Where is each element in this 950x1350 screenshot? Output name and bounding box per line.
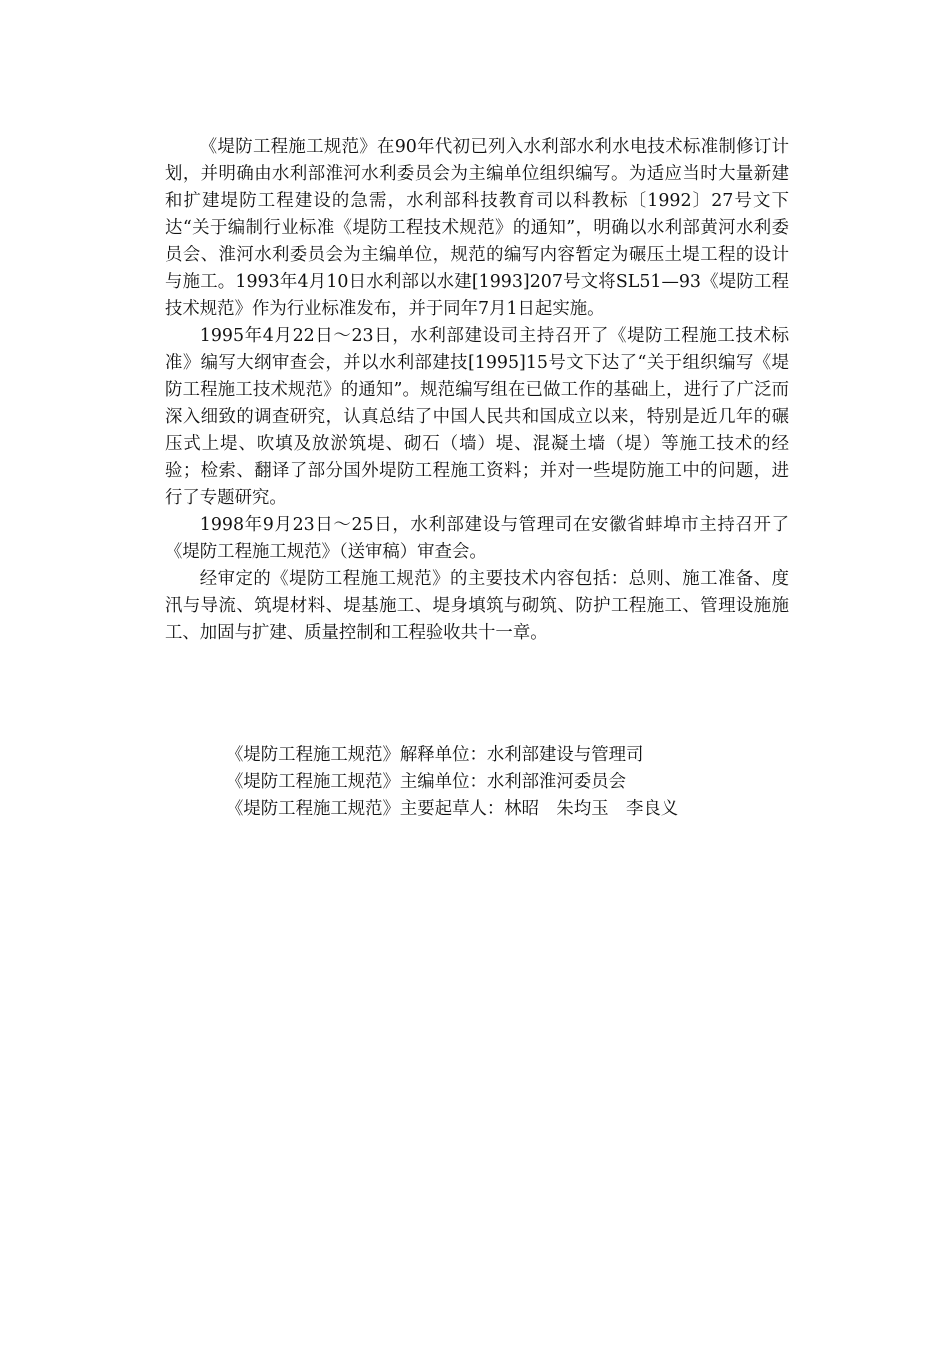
paragraph-history: 《堤防工程施工规范》在90年代初已列入水利部水利水电技术标准制修订计划，并明确由水利部淮河水利委员会为主编单位组织编写。为适应当时大量新建和扩建堤防工程建设的急需，水利部科技教育司以科教标〔1992〕27号文下达“关于编制行业标准《堤防工程技术规范》的通知”，明确以水利部黄河水利委员会、淮河水利委员会为主编单位，规范的编写内容暂定为碾压土堤工程的设计与施工。1993年4月10日水利部以水建[1993]207号文将SL51—93《堤防工程技术规范》作为行业标准发布，并于同年7月1日起实施。 (165, 137, 789, 319)
credit-interpreter: 《堤防工程施工规范》解释单位：水利部建设与管理司 (226, 745, 644, 765)
paragraph-review: 1998年9月23日～25日，水利部建设与管理司在安徽省蚌埠市主持召开了《堤防工程施工规范》（送审稿）审查会。 (165, 515, 789, 562)
paragraph-contents: 经审定的《堤防工程施工规范》的主要技术内容包括：总则、施工准备、度汛与导流、筑堤材料、堤基施工、堤身填筑与砌筑、防护工程施工、管理设施施工、加固与扩建、质量控制和工程验收共十一章。 (165, 569, 789, 643)
credit-chief-editor: 《堤防工程施工规范》主编单位：水利部淮河委员会 (226, 772, 626, 792)
credit-drafters: 《堤防工程施工规范》主要起草人：林昭 朱均玉 李良义 (226, 799, 679, 819)
body-text (165, 134, 789, 647)
credits-block (226, 742, 806, 823)
paragraph-drafting: 1995年4月22日～23日，水利部建设司主持召开了《堤防工程施工技术标准》编写大纲审查会，并以水利部建技[1995]15号文下达了“关于组织编写《堤防工程施工技术规范》的通知”。规范编写组在已做工作的基础上，进行了广泛而深入细致的调查研究，认真总结了中国人民共和国成立以来，特别是近几年的碾压式上堤、吹填及放淤筑堤、砌石（墙）堤、混凝土墙（堤）等施工技术的经验；检索、翻译了部分国外堤防工程施工资料；并对一些堤防施工中的问题，进行了专题研究。 (165, 326, 789, 508)
